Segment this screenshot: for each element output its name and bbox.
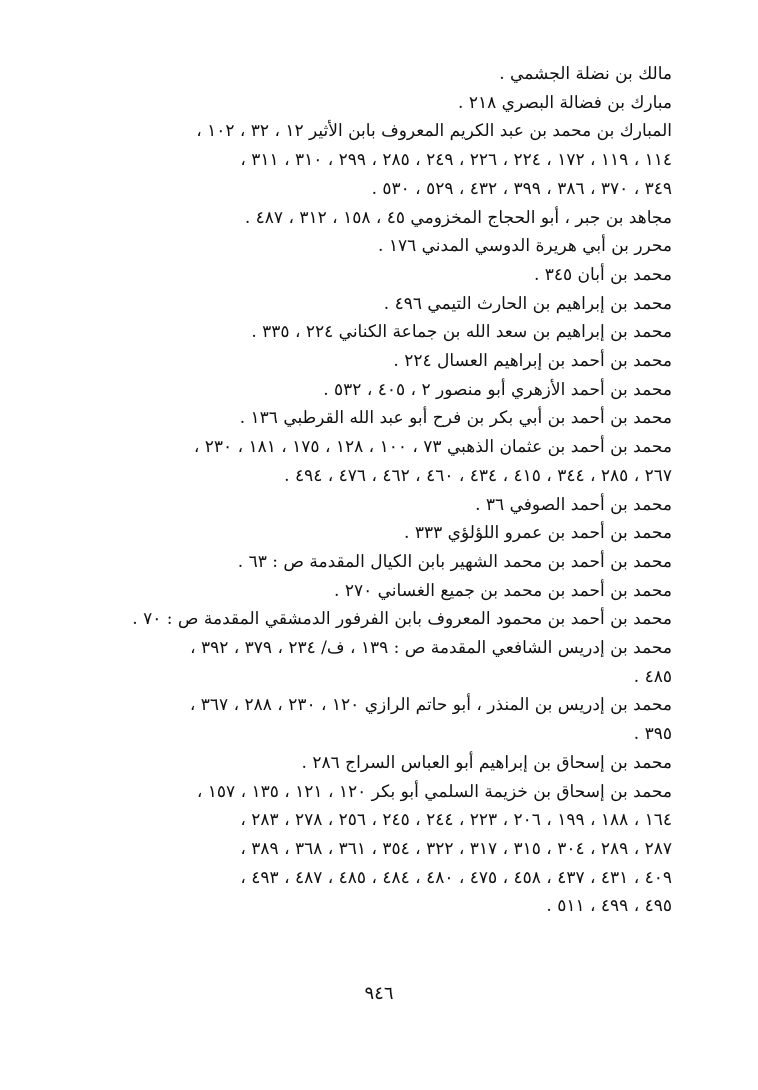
index-line: ٤٨٥ . <box>633 666 672 687</box>
index-line: محمد بن أحمد الأزهري أبو منصور ٢ ، ٤٠٥ ، ٥٣٢ . <box>323 379 672 400</box>
page-number: ٩٤٦ <box>364 983 394 1004</box>
index-line: محمد بن أحمد بن محمد بن جميع الغساني ٢٧٠ . <box>334 580 672 601</box>
index-line: محمد بن أبان ٣٤٥ . <box>533 264 672 285</box>
index-line: ٢٦٧ ، ٢٨٥ ، ٣٤٤ ، ٤١٥ ، ٤٣٤ ، ٤٦٠ ، ٤٦٢ ، ٤٧٦ ، ٤٩٤ . <box>284 465 672 486</box>
index-line: ٤٠٩ ، ٤٣١ ، ٤٣٧ ، ٤٥٨ ، ٤٧٥ ، ٤٨٠ ، ٤٨٤ ، ٤٨٥ ، ٤٨٧ ، ٤٩٣ ، <box>240 867 672 888</box>
index-line: ٤٩٥ ، ٤٩٩ ، ٥١١ . <box>546 896 672 917</box>
index-line: محمد بن أحمد بن إبراهيم العسال ٢٢٤ . <box>393 351 672 372</box>
index-line: مجاهد بن جبر ، أبو الحجاج المخزومي ٤٥ ، ١٥٨ ، ٣١٢ ، ٤٨٧ . <box>244 207 672 228</box>
index-line: محمد بن إسحاق بن خزيمة السلمي أبو بكر ١٢٠ ، ١٢١ ، ١٣٥ ، ١٥٧ ، <box>196 781 672 802</box>
index-line: محمد بن إبراهيم بن سعد الله بن جماعة الكناني ٢٢٤ ، ٣٣٥ . <box>251 322 672 343</box>
index-entries <box>70 60 672 921</box>
index-line: محمد بن إدريس الشافعي المقدمة ص : ١٣٩ ، ف/ ٢٣٤ ، ٣٧٩ ، ٣٩٢ ، <box>190 638 672 659</box>
index-line: ١٦٤ ، ١٨٨ ، ١٩٩ ، ٢٠٦ ، ٢٢٣ ، ٢٤٤ ، ٢٤٥ ، ٢٥٦ ، ٢٧٨ ، ٢٨٣ ، <box>240 810 672 831</box>
index-line: محرر بن أبي هريرة الدوسي المدني ١٧٦ . <box>378 236 672 257</box>
index-line: ٢٨٧ ، ٢٨٩ ، ٣٠٤ ، ٣١٥ ، ٣١٧ ، ٣٢٢ ، ٣٥٤ ، ٣٦١ ، ٣٦٨ ، ٣٨٩ ، <box>240 838 672 859</box>
index-line: محمد بن أحمد بن عثمان الذهبي ٧٣ ، ١٠٠ ، ١٢٨ ، ١٧٥ ، ١٨١ ، ٢٣٠ ، <box>193 437 672 458</box>
index-line: محمد بن إدريس بن المنذر ، أبو حاتم الرازي ١٢٠ ، ٢٣٠ ، ٢٨٨ ، ٣٦٧ ، <box>189 695 672 716</box>
index-line: محمد بن أحمد بن محمود المعروف بابن الفرفور الدمشقي المقدمة ص : ٧٠ . <box>132 609 672 630</box>
index-line: محمد بن إسحاق بن إبراهيم أبو العباس السراج ٢٨٦ . <box>301 752 672 773</box>
index-line: محمد بن أحمد بن عمرو اللؤلؤي ٣٣٣ . <box>404 523 672 544</box>
index-line: ٣٤٩ ، ٣٧٠ ، ٣٨٦ ، ٣٩٩ ، ٤٣٢ ، ٥٢٩ ، ٥٣٠ . <box>371 178 672 199</box>
index-line: محمد بن أحمد الصوفي ٣٦ . <box>475 494 672 515</box>
index-line: المبارك بن محمد بن عبد الكريم المعروف بابن الأثير ١٢ ، ٣٢ ، ١٠٢ ، <box>196 121 672 142</box>
index-line: محمد بن أحمد بن محمد الشهير بابن الكيال المقدمة ص : ٦٣ . <box>237 551 672 572</box>
index-line: محمد بن إبراهيم بن الحارث التيمي ٤٩٦ . <box>383 293 672 314</box>
index-line: محمد بن أحمد بن أبي بكر بن فرح أبو عبد الله القرطبي ١٣٦ . <box>239 408 672 429</box>
index-line: ٣٩٥ . <box>633 724 672 745</box>
index-line: مبارك بن فضالة البصري ٢١٨ . <box>458 92 672 113</box>
index-line: مالك بن نضلة الجشمي . <box>499 64 672 84</box>
index-line: ١١٤ ، ١١٩ ، ١٧٢ ، ٢٢٤ ، ٢٢٦ ، ٢٤٩ ، ٢٨٥ ، ٢٩٩ ، ٣١٠ ، ٣١١ ، <box>240 150 672 171</box>
